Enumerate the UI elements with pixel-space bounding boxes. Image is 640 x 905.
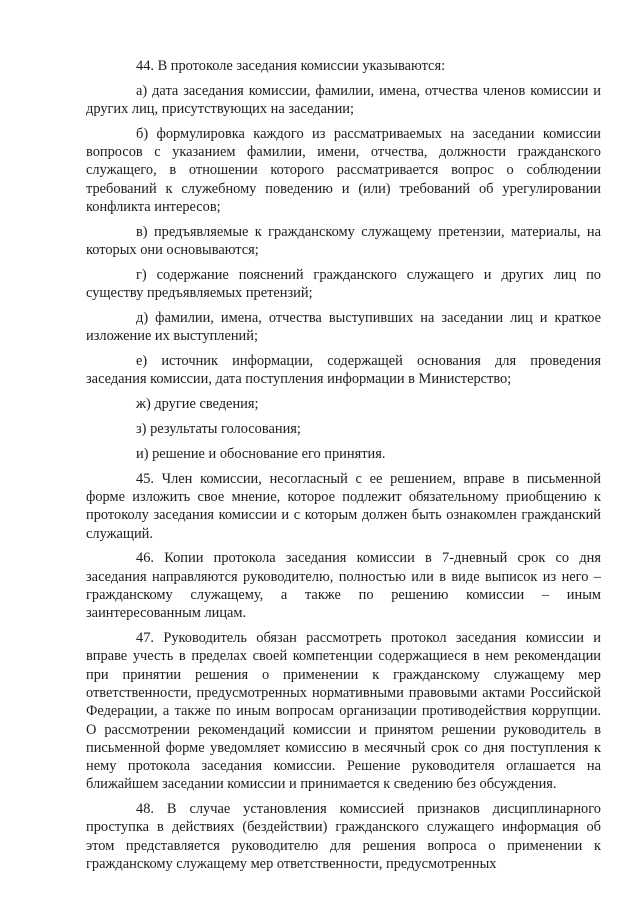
paragraph-44-item-d: д) фамилии, имена, отчества выступивших на заседании лиц и краткое изложение их выступлений;	[86, 310, 601, 345]
paragraph-46: 46. Копии протокола заседания комиссии в 7-дневный срок со дня заседания направляются руководителю, полностью или в виде выписок из него – гражданскому служащему, а также по решению комиссии – иным заинтересованным лицам.	[86, 550, 601, 622]
paragraph-44-item-z: з) результаты голосования;	[136, 421, 301, 438]
paragraph-44-item-zh: ж) другие сведения;	[136, 396, 259, 413]
paragraph-44-item-v: в) предъявляемые к гражданскому служащему претензии, материалы, на которых они основываются;	[86, 223, 601, 259]
paragraph-44-item-e: е) источник информации, содержащей основания для проведения заседания комиссии, дата поступления информации в Министерство;	[86, 353, 601, 388]
paragraph-44-heading: 44. В протоколе заседания комиссии указываются:	[136, 58, 446, 74]
paragraph-44-item-i: и) решение и обоснование его принятия.	[136, 445, 386, 462]
document-text-body	[86, 57, 601, 880]
paragraph-44-item-b: б) формулировка каждого из рассматриваемых на заседании комиссии вопросов с указанием фамилии, имени, отчества, должности гражданского служащего, в отношении которого рассматривается вопрос о соблюдении требований к служебному поведению и (или) требований об урегулировании конфликта интересов;	[86, 125, 601, 216]
paragraph-45: 45. Член комиссии, несогласный с ее решением, вправе в письменной форме изложить свое мнение, которое подлежит обязательному приобщению к протоколу заседания комиссии и с которым должен быть ознакомлен гражданский служащий.	[86, 470, 601, 542]
paragraph-44-item-g: г) содержание пояснений гражданского служащего и других лиц по существу предъявляемых претензий;	[86, 266, 601, 302]
paragraph-47: 47. Руководитель обязан рассмотреть протокол заседания комиссии и вправе учесть в пределах своей компетенции содержащиеся в нем рекомендации при принятии решения о применении к гражданскому служащему мер ответственности, предусмотренных нормативными правовыми актами Российской Федерации, а также по иным вопросам организации противодействия коррупции. О рассмотрении рекомендаций комиссии и принятом решении руководитель в письменной форме уведомляет комиссию в месячный срок со дня поступления к нему протокола заседания комиссии. Решение руководителя оглашается на ближайшем заседании комиссии и принимается к сведению без обсуждения.	[86, 630, 601, 793]
paragraph-44-item-a: а) дата заседания комиссии, фамилии, имена, отчества членов комиссии и других лиц, присутствующих на заседании;	[86, 82, 601, 118]
paragraph-48: 48. В случае установления комиссией признаков дисциплинарного проступка в действиях (бездействии) гражданского служащего информация об этом представляется руководителю для решения вопроса о применении к гражданскому служащему мер ответственности, предусмотренных	[86, 801, 601, 873]
